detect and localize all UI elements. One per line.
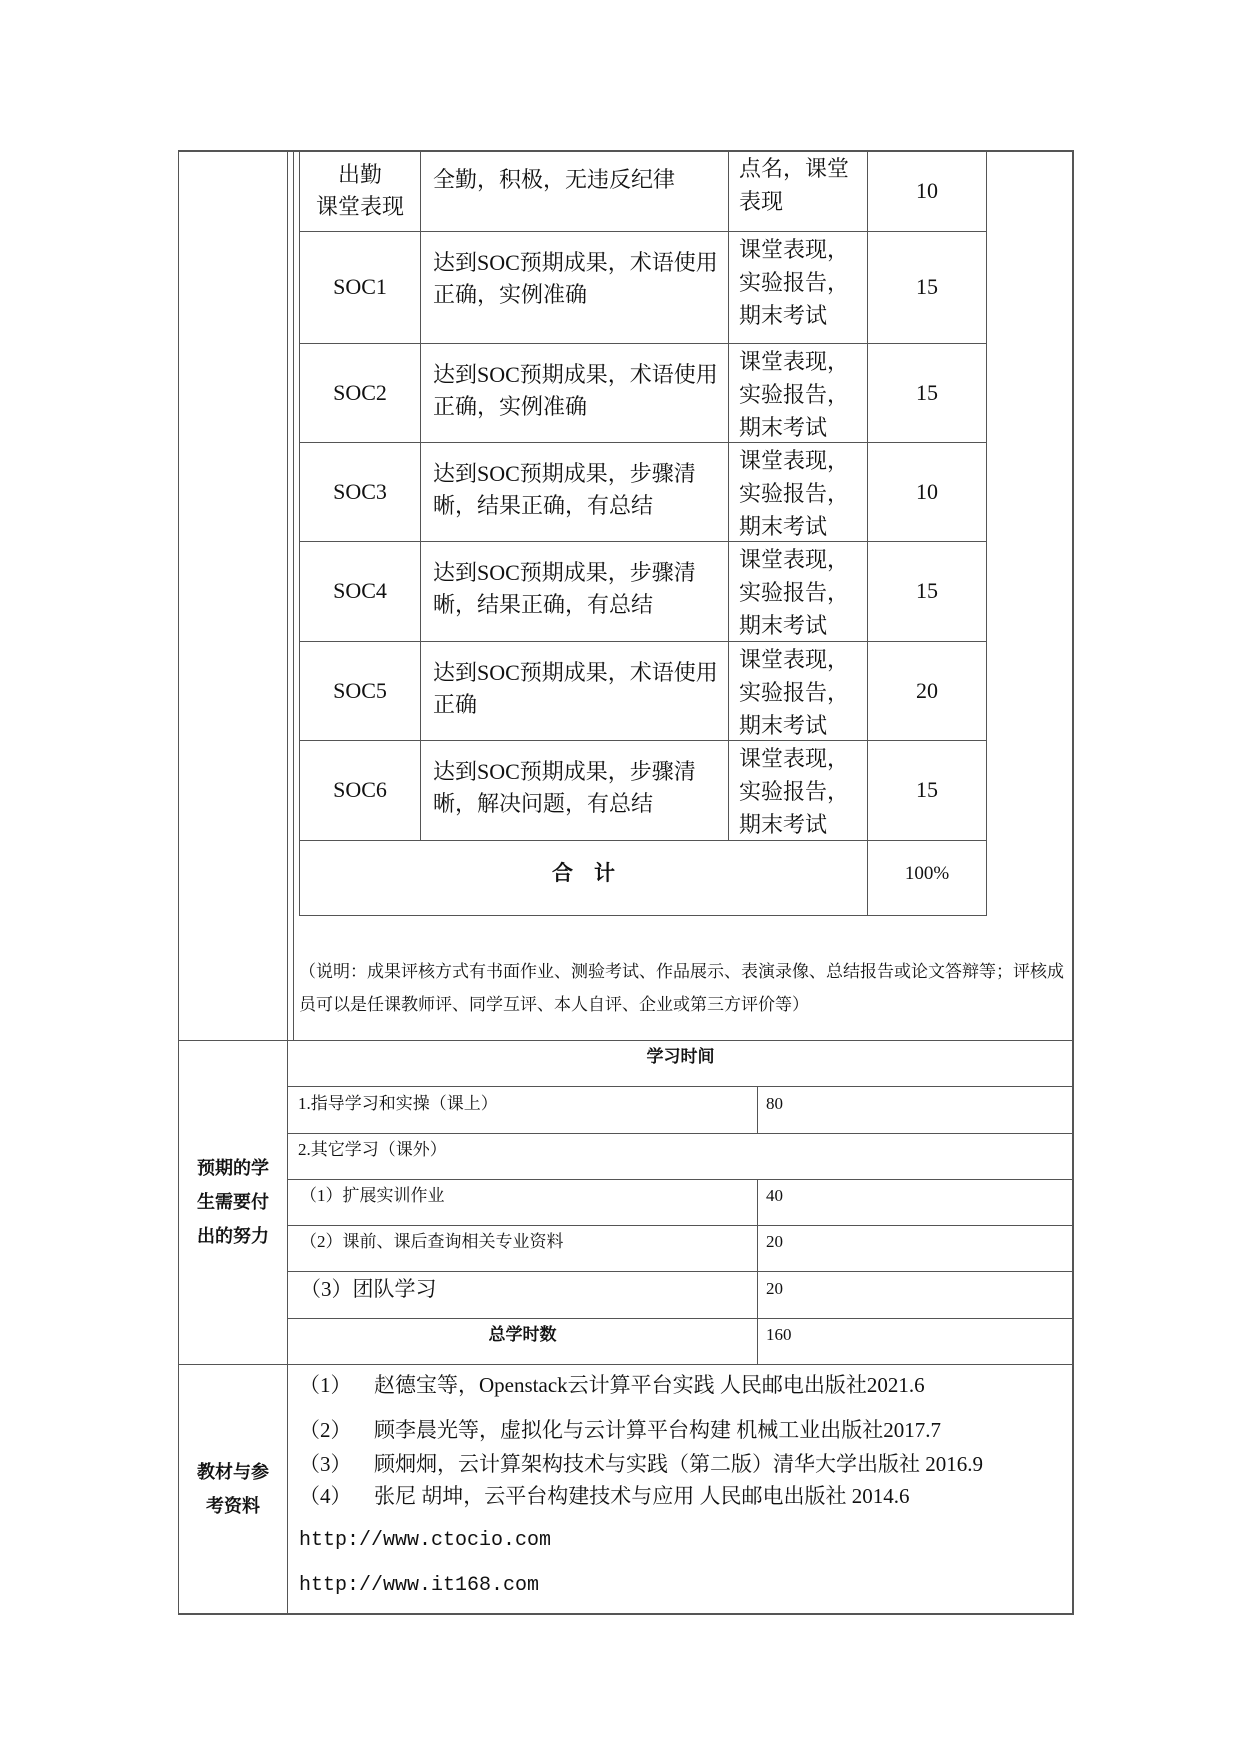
reference-url[interactable]: http://www.it168.com <box>299 1573 540 1597</box>
label-column-divider-double <box>293 150 294 1040</box>
assessment-criteria: 达到SOC预期成果，步骤清晰，结果正确，有总结 <box>433 560 696 617</box>
reference-book: 张尼 胡坤，云平台构建技术与应用 人民邮电出版社 2014.6 <box>374 1484 910 1508</box>
assessment-item: SOC4 <box>333 578 387 603</box>
table-rule <box>757 1225 758 1271</box>
assessment-weight: 10 <box>916 177 938 203</box>
assessment-method: 课堂表现， 实验报告， 期末考试 <box>739 237 850 328</box>
assessment-note: （说明：成果评核方式有书面作业、测验考试、作品展示、表演录像、总结报告或论文答辩等；评核成员可以是任课教师评、同学互评、本人自评、企业或第三方评价等） <box>299 962 1064 1014</box>
assessment-weight: 10 <box>916 478 938 504</box>
outer-border-left <box>178 150 179 1615</box>
reference-book: 顾炯炯，云计算架构技术与实践（第二版）清华大学出版社 2016.9 <box>374 1452 983 1476</box>
effort-row-label: （3）团队学习 <box>300 1276 437 1301</box>
assessment-item: SOC6 <box>333 777 387 802</box>
section-divider <box>178 1364 1073 1365</box>
effort-header: 学习时间 <box>646 1047 715 1066</box>
effort-row-label: （2）课前、课后查询相关专业资料 <box>300 1232 564 1251</box>
assessment-criteria: 达到SOC预期成果，步骤清晰，结果正确，有总结 <box>433 461 696 518</box>
assessment-criteria: 达到SOC预期成果，步骤清晰，解决问题，有总结 <box>433 759 696 816</box>
reference-number: （3） <box>299 1452 352 1476</box>
reference-number: （2） <box>299 1418 352 1442</box>
total-label: 合 计 <box>552 862 615 885</box>
total-value: 100% <box>904 863 950 884</box>
references-label: 教材与参考资料 <box>197 1462 269 1516</box>
assessment-criteria: 达到SOC预期成果，术语使用正确，实例准确 <box>433 250 718 307</box>
assessment-item: SOC5 <box>333 677 387 703</box>
outer-border-bottom <box>178 1613 1073 1615</box>
effort-total-value: 160 <box>766 1325 792 1344</box>
effort-row-label: 1.指导学习和实操（课上） <box>298 1093 498 1113</box>
table-rule <box>757 1318 758 1364</box>
assessment-item: SOC3 <box>333 478 387 504</box>
effort-row-label: （1）扩展实训作业 <box>300 1186 445 1205</box>
assessment-item: SOC1 <box>333 274 387 299</box>
effort-total-label: 总学时数 <box>488 1325 557 1344</box>
assessment-criteria: 达到SOC预期成果，术语使用正确 <box>433 660 718 717</box>
assessment-method: 课堂表现， 实验报告， 期末考试 <box>739 547 850 638</box>
assessment-method: 课堂表现， 实验报告， 期末考试 <box>739 448 850 539</box>
reference-url[interactable]: http://www.ctocio.com <box>299 1528 552 1552</box>
effort-row-value: 20 <box>766 1232 783 1251</box>
reference-number: （4） <box>299 1484 352 1508</box>
assessment-item: 出勤 课堂表现 <box>315 161 404 219</box>
outer-border-right <box>1072 150 1074 1615</box>
table-rule <box>986 150 987 915</box>
table-rule <box>299 915 987 916</box>
effort-row-value: 20 <box>766 1278 783 1298</box>
assessment-item: SOC2 <box>333 379 387 405</box>
assessment-weight: 15 <box>916 379 938 405</box>
assessment-weight: 15 <box>916 578 938 603</box>
effort-row-value: 80 <box>766 1093 783 1113</box>
assessment-method: 点名，课堂 表现 <box>739 156 850 214</box>
assessment-criteria: 全勤，积极，无违反纪律 <box>433 167 676 192</box>
assessment-method: 课堂表现， 实验报告， 期末考试 <box>739 746 850 837</box>
effort-row-label: 2.其它学习（课外） <box>298 1140 447 1159</box>
reference-number: （1） <box>299 1373 352 1397</box>
effort-label: 预期的学生需要付出的努力 <box>197 1158 269 1246</box>
table-rule <box>757 1086 758 1133</box>
assessment-method: 课堂表现， 实验报告， 期末考试 <box>739 647 850 738</box>
assessment-weight: 15 <box>916 274 938 299</box>
reference-book: 赵德宝等，Openstack云计算平台实践 人民邮电出版社2021.6 <box>374 1373 925 1397</box>
table-rule <box>757 1271 758 1318</box>
assessment-weight: 15 <box>916 777 938 802</box>
assessment-weight: 20 <box>916 677 938 703</box>
effort-row-value: 40 <box>766 1186 783 1205</box>
label-column-divider <box>287 150 288 1615</box>
assessment-criteria: 达到SOC预期成果，术语使用正确，实例准确 <box>433 362 718 419</box>
reference-book: 顾李晨光等，虚拟化与云计算平台构建 机械工业出版社2017.7 <box>374 1418 941 1442</box>
assessment-method: 课堂表现， 实验报告， 期末考试 <box>739 349 850 440</box>
table-rule <box>757 1179 758 1225</box>
